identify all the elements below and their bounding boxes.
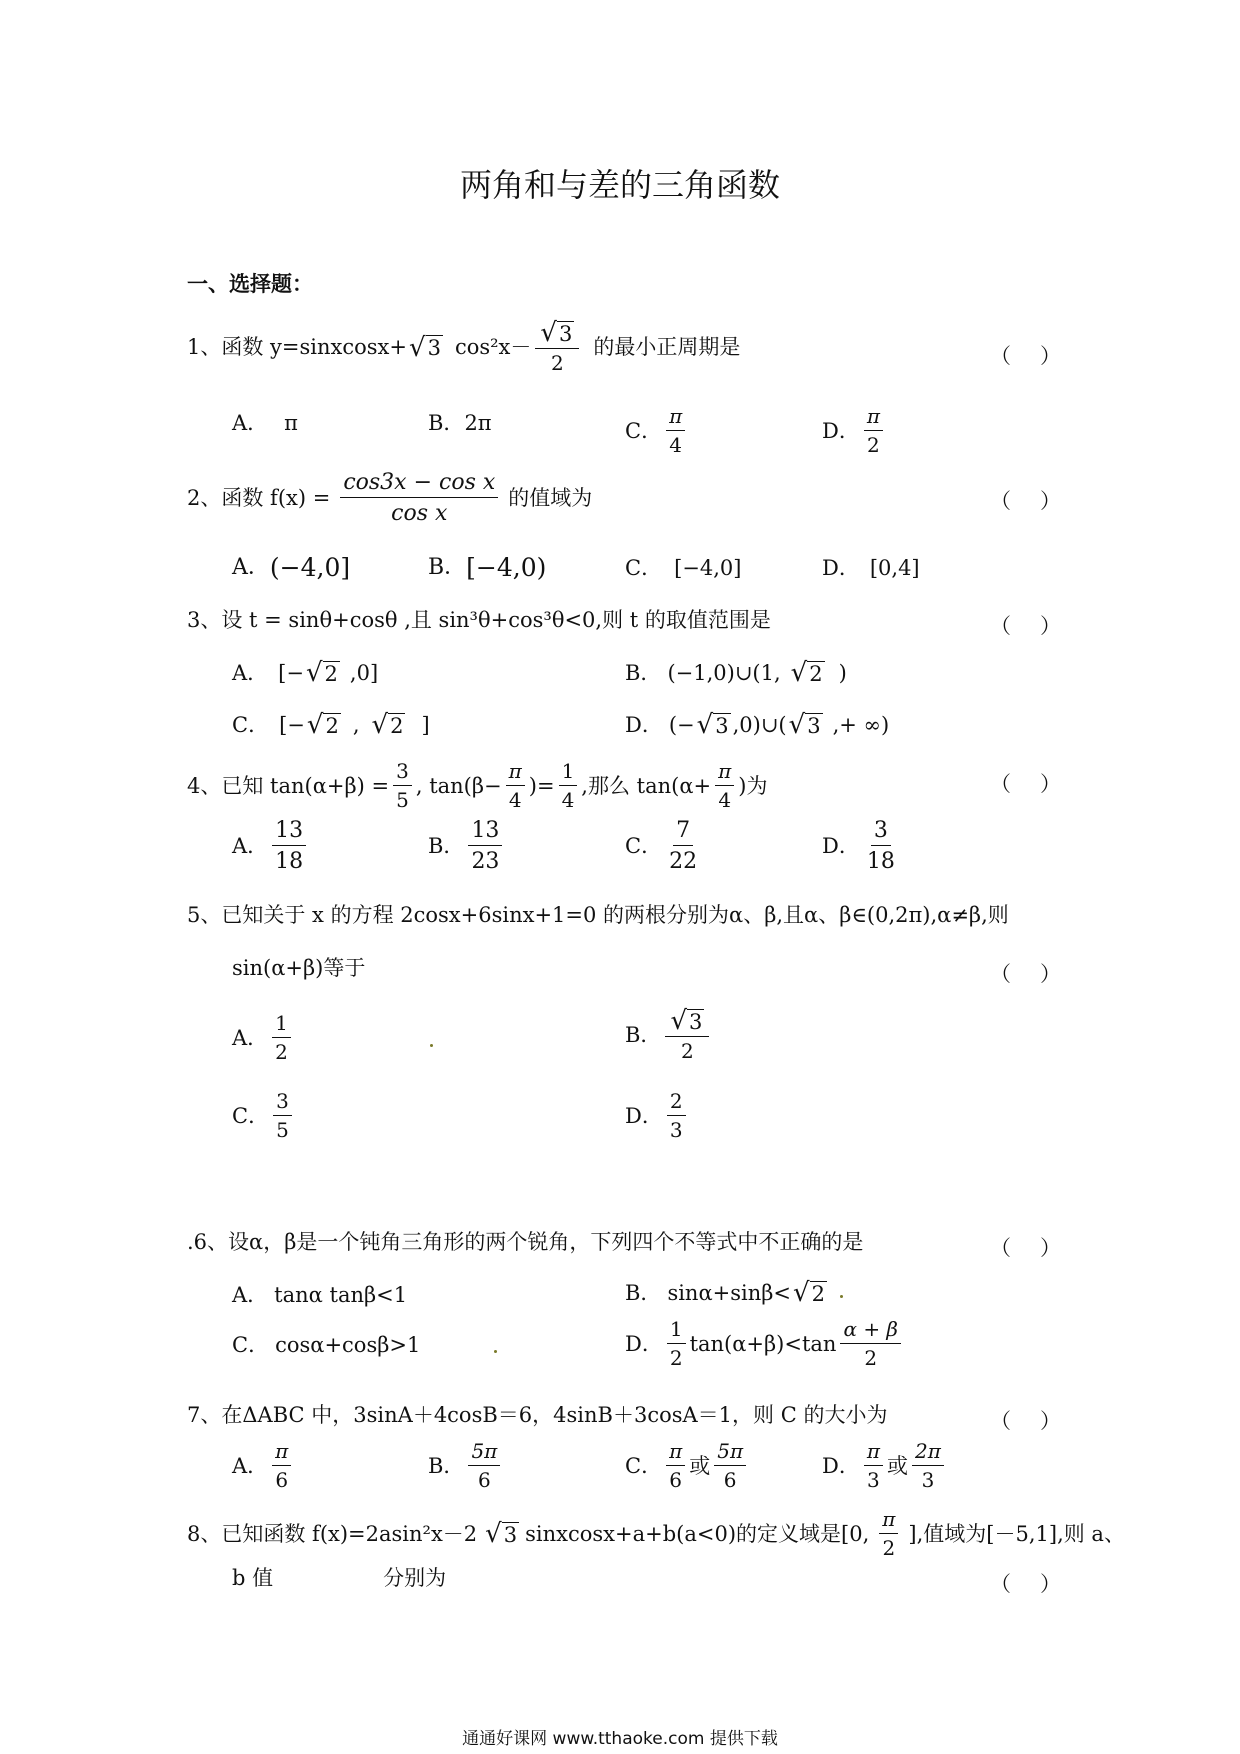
option-b: B． sinα+sinβ< √ 2 [625, 1278, 825, 1308]
question-text: 设 t = sinθ+cosθ ,且 sin³θ+cos³θ<0,则 t 的取值范围是 [221, 608, 771, 632]
option-d: D． $\frac{3}{18}$ [822, 818, 895, 875]
answer-bracket-close: ） [1040, 614, 1061, 638]
option-d: D． (− √ 3 ,0)∪( √ 3 ,+ ∞) [625, 710, 890, 740]
sqrt-symbol: √ 3 [409, 332, 441, 363]
answer-bracket-open: （ [990, 614, 1011, 638]
answer-bracket-open: （ [990, 962, 1011, 986]
option-a: A． (−4,0] [232, 553, 351, 582]
answer-bracket-close: ） [1040, 489, 1061, 513]
option-c: C． cosα+cosβ>1 [232, 1333, 421, 1357]
fraction: √ 3 2 [535, 320, 579, 375]
answer-bracket-open: （ [990, 1572, 1011, 1596]
question-number: 2、 [187, 485, 222, 510]
answer-bracket-close: ） [1040, 1409, 1061, 1433]
option-c: C． $\frac{3}{5}$ [232, 1090, 296, 1142]
option-b: B． [−4,0) [428, 553, 547, 582]
page-title: 两角和与差的三角函数 [459, 166, 780, 204]
option-c: C． [− √ 2 , √ 2 ] [232, 710, 430, 740]
option-d: D． [0,4] [822, 556, 920, 580]
answer-bracket-close: ） [1040, 344, 1061, 368]
scan-speck [430, 1044, 433, 1047]
question-number: 1、 [187, 335, 222, 359]
option-c: C． $\frac{\pi}{6}$ 或 $\frac{5\pi}{6}$ [625, 1440, 750, 1492]
option-b: B． √ 3 2 [625, 1008, 713, 1063]
option-b: B． $\frac{5\pi}{6}$ [428, 1440, 504, 1492]
option-a: A． tanα tanβ<1 [232, 1283, 408, 1307]
question-8: 8、 已知函数 f(x)=2asin²x－2 √ 3 sinxcosx+a+b(a<0)的定义域是[0, $\frac{\pi}{2}$ ],值域为[－5,1],则 a、 [187, 1507, 1125, 1560]
option-c: C． [−4,0] [625, 556, 742, 580]
option-b: B． 2π [428, 411, 492, 435]
question-5-line-2: sin(α+β)等于 [232, 956, 366, 980]
answer-bracket-close: ） [1040, 962, 1061, 986]
section-heading: 一、选择题： [187, 272, 313, 296]
question-6 [187, 1232, 863, 1253]
option-c: C． $\frac{\pi}{4}$ [625, 405, 689, 457]
question-number: 5、 [187, 903, 222, 927]
option-a: A． $\frac{13}{18}$ [232, 818, 310, 875]
option-a: A． $\frac{\pi}{6}$ [232, 1440, 295, 1492]
question-number: 4、 [187, 773, 222, 798]
question-8-line-2: b 值 分别为 [232, 1566, 447, 1590]
question-2 [187, 470, 592, 527]
answer-bracket-close: ） [1040, 1236, 1061, 1260]
option-a: A． $\frac{1}{2}$ [232, 1012, 295, 1064]
question-text: 设α，β是一个钝角三角形的两个锐角，下列四个不等式中不正确的是 [228, 1230, 864, 1254]
fraction: $\frac{\text{cos3x − cos x}}{\text{cos x}}$ [340, 470, 498, 527]
option-a: A． π [232, 411, 298, 435]
scan-speck [840, 1295, 843, 1298]
option-d: D． $\frac{2}{3}$ [625, 1090, 690, 1142]
option-a: A． [− √ 2 ,0] [232, 658, 379, 688]
question-7 [187, 1405, 887, 1426]
option-d: D． $\frac{\pi}{2}$ [822, 405, 887, 457]
question-5 [187, 905, 1009, 926]
answer-bracket-close: ） [1040, 1572, 1061, 1596]
question-text: 的最小正周期是 [593, 335, 741, 359]
question-text: 已知关于 x 的方程 2cosx+6sinx+1=0 的两根分别为α、β,且α、β∈(0,2π),α≠β,则 [221, 903, 1009, 927]
question-text: cos²x－ [454, 335, 532, 359]
option-b: B． (−1,0)∪(1, √ 2 ) [625, 658, 847, 688]
option-d: D． $\frac{1}{2}$ tan(α+β)<tan $\frac{\alpha + \beta}{2}$ [625, 1318, 905, 1370]
answer-bracket-close: ） [1040, 772, 1061, 796]
question-text: 在ΔABC 中，3sinA＋4cosB＝6，4sinB＋3cosA＝1，则 C 的大小为 [221, 1403, 888, 1427]
scan-speck [494, 1350, 497, 1353]
question-4: 4、 已知 tan(α+β) = $\frac{3}{5}$ , tan(β− $\frac{\pi}{4}$ )= $\frac{1}{4}$ ,那么 tan(α+ $\frac{\pi}{4}$ )为 [187, 759, 768, 812]
option-d: D． $\frac{\pi}{3}$ 或 $\frac{2\pi}{3}$ [822, 1440, 948, 1492]
answer-bracket-open: （ [990, 772, 1011, 796]
question-text: 函数 f(x) = [221, 485, 331, 510]
question-number: 8、 [187, 1521, 222, 1546]
question-number: 3、 [187, 608, 222, 632]
question-text: 已知 tan(α+β) = [221, 773, 390, 798]
answer-bracket-open: （ [990, 344, 1011, 368]
answer-bracket-open: （ [990, 1409, 1011, 1433]
option-c: C． $\frac{7}{22}$ [625, 818, 698, 875]
option-b: B． $\frac{13}{23}$ [428, 818, 506, 875]
question-1 [187, 320, 740, 375]
question-text: 的值域为 [508, 485, 593, 510]
question-number: .6、 [187, 1230, 229, 1254]
question-text: 已知函数 f(x)=2asin²x－2 [221, 1521, 478, 1546]
question-text: 函数 y=sinxcosx+ [221, 335, 407, 359]
question-number: 7、 [187, 1403, 222, 1427]
answer-bracket-open: （ [990, 489, 1011, 513]
question-3 [187, 610, 771, 631]
answer-bracket-open: （ [990, 1236, 1011, 1260]
footer-credit: 通通好课网 www.tthaoke.com 提供下载 [462, 1729, 778, 1749]
